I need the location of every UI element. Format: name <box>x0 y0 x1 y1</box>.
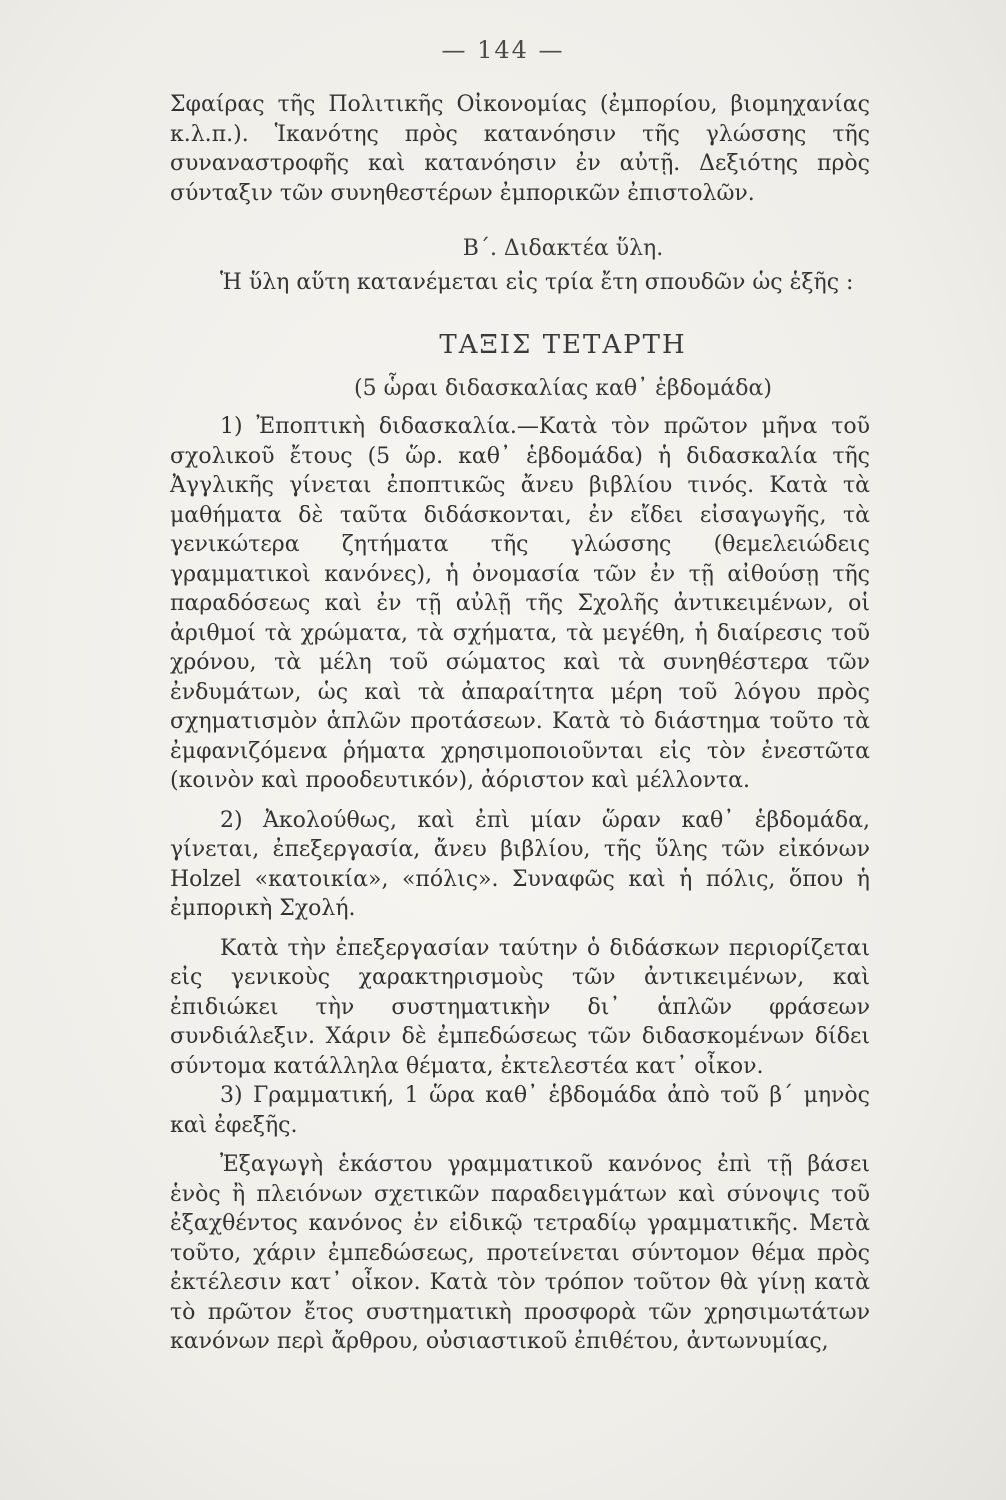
main-body <box>170 412 870 1357</box>
hyle-paragraph <box>170 268 870 298</box>
class-hours: (5 ὧραι διδασκαλίας καθ᾽ ἑβδομάδα) <box>354 376 772 401</box>
page-number: — 144 — <box>441 36 565 64</box>
paragraph-akolouthos: 2) Ἀκολούθως, καὶ ἐπὶ μίαν ὥραν καθ᾽ ἑβδομάδα, γίνεται, ἐπεξεργασία, ἄνευ βιβλίου, τῆς ὕλης τῶν εἰκόνων Holzel «κατοικία», «πόλις». Συναφῶς καὶ ἡ πόλις, ὅπου ἡ ἐμπορικὴ Σχολή. <box>170 807 870 921</box>
paragraph-eoptiki: 1) Ἐποπτικὴ διδασκαλία.—Κατὰ τὸν πρῶτον μῆνα τοῦ σχολικοῦ ἔτους (5 ὥρ. καθ᾽ ἑβδομάδα) ἡ διδασκαλία τῆς Ἀγγλικῆς γίνεται ἐποπτικῶς ἄνευ βιβλίου τινός. Κατὰ τὰ μαθήματα δὲ ταῦτα διδάσκονται, ἐν εἴδει εἰσαγωγῆς, τὰ γενικώτερα ζητήματα τῆς γλώσσης (θεμελειώδεις γραμματικοὶ κανόνες), ἡ ὀνομασία τῶν ἐν τῇ αἰθούσῃ τῆς παραδόσεως καὶ ἐν τῇ αὐλῇ τῆς Σχολῆς ἀντικειμένων, οἱ ἀριθμοί τὰ χρώματα, τὰ σχήματα, τὰ μεγέθη, ἡ διαίρεσις τοῦ χρόνου, τὰ μέλη τοῦ σώματος καὶ τὰ συνηθέστερα τῶν ἐνδυμάτων, ὡς καὶ τὰ ἀπαραίτητα μέρη τοῦ λόγου πρὸς σχηματισμὸν ἁπλῶν προτάσεων. Κατὰ τὸ διάστημα τοῦτο τὰ ἐμφανιζόμενα ῥήματα χρησιμοποιοῦνται εἰς τὸν ἐνεστῶτα (κοινὸν καὶ προοδευτικόν), ἀόριστον καὶ μέλλοντα. <box>170 414 870 793</box>
intro-paragraph <box>170 90 870 208</box>
paragraph-epexergasia: Κατὰ τὴν ἐπεξεργασίαν ταύτην ὁ διδάσκων περιορίζεται εἰς γενικοὺς χαρακτηρισμοὺς τῶν ἀντικειμένων, καὶ ἐπιδιώκει τὴν συστηματικὴν δι᾽ ἁπλῶν φράσεων συνδιάλεξιν. Χάριν δὲ ἐμπεδώσεως τῶν διδασκομένων δίδει σύντομα κατάλληλα θέματα, ἐκτελεστέα κατ᾽ οἶκον. <box>170 935 870 1079</box>
section-heading: Β΄. Διδακτέα ὕλη. <box>462 236 664 261</box>
class-title: ΤΑΞΙΣ ΤΕΤΑΡΤΗ <box>439 330 687 360</box>
paragraph-grammatiki: 3) Γραμματική, 1 ὥρα καθ᾽ ἑβδομάδα ἀπὸ τοῦ β΄ μηνὸς καὶ ἐφεξῆς. <box>170 1083 870 1138</box>
paragraph-exagogi: Ἐξαγωγὴ ἑκάστου γραμματικοῦ κανόνος ἐπὶ τῇ βάσει ἑνὸς ἢ πλειόνων σχετικῶν παραδειγμάτων καὶ σύνοψις τοῦ ἐξαχθέντος κανόνος ἐν εἰδικῷ τετραδίῳ γραμματικῆς. Μετὰ τοῦτο, χάριν ἐμπεδώσεως, προτείνεται σύντομον θέμα πρὸς ἐκτέλεσιν κατ᾽ οἶκον. Κατὰ τὸν τρόπον τοῦτον θὰ γίνῃ κατὰ τὸ πρῶτον ἔτος συστηματικὴ προσφορὰ τῶν χρησιμωτάτων κανόνων περὶ ἄρθρου, οὐσιαστικοῦ ἐπιθέτου, ἀντωνυμίας, <box>170 1152 870 1354</box>
intro-text: Σφαίρας τῆς Πολιτικῆς Οἰκονομίας (ἐμπορίου, βιομηχανίας κ.λ.π.). Ἱκανότης πρὸς κατανόησιν τῆς γλώσσης τῆς συναναστροφῆς καὶ κατανόησιν ἐν αὐτῇ. Δεξιότης πρὸς σύνταξιν τῶν συνηθεστέρων ἐμπορικῶν ἐπιστολῶν. <box>170 92 870 206</box>
hyle-text: Ἡ ὕλη αὕτη κατανέμεται εἰς τρία ἔτη σπουδῶν ὡς ἑξῆς : <box>220 270 854 295</box>
